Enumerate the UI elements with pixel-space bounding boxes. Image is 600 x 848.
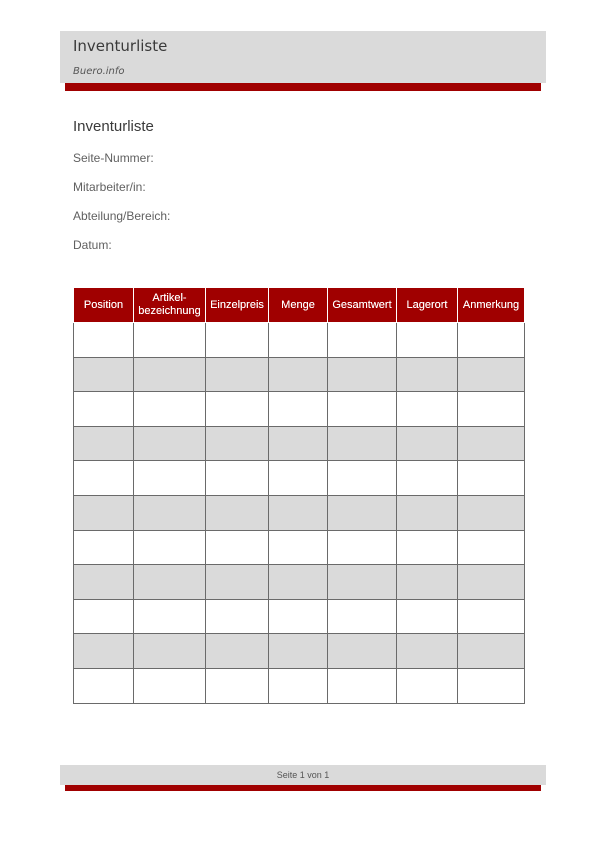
table-cell[interactable] bbox=[458, 357, 525, 392]
table-cell[interactable] bbox=[397, 668, 458, 703]
table-cell[interactable] bbox=[458, 530, 525, 565]
table-cell[interactable] bbox=[269, 599, 328, 634]
footer-band bbox=[60, 765, 546, 785]
table-cell[interactable] bbox=[206, 426, 269, 461]
table-cell[interactable] bbox=[328, 392, 397, 427]
table-cell[interactable] bbox=[74, 495, 134, 530]
table-cell[interactable] bbox=[206, 599, 269, 634]
table-cell[interactable] bbox=[269, 392, 328, 427]
table-cell[interactable] bbox=[328, 323, 397, 358]
table-row bbox=[74, 530, 525, 565]
table-cell[interactable] bbox=[397, 495, 458, 530]
table-cell[interactable] bbox=[206, 461, 269, 496]
table-cell[interactable] bbox=[74, 323, 134, 358]
table-cell[interactable] bbox=[397, 392, 458, 427]
field-department: Abteilung/Bereich: bbox=[73, 209, 171, 223]
table-cell[interactable] bbox=[74, 565, 134, 600]
table-cell[interactable] bbox=[397, 565, 458, 600]
document-title: Inventurliste bbox=[73, 118, 154, 135]
table-cell[interactable] bbox=[134, 668, 206, 703]
table-cell[interactable] bbox=[328, 461, 397, 496]
table-cell[interactable] bbox=[134, 357, 206, 392]
table-cell[interactable] bbox=[134, 634, 206, 669]
table-cell[interactable] bbox=[134, 323, 206, 358]
table-cell[interactable] bbox=[269, 565, 328, 600]
table-cell[interactable] bbox=[74, 668, 134, 703]
table-cell[interactable] bbox=[134, 495, 206, 530]
table-cell[interactable] bbox=[206, 323, 269, 358]
table-cell[interactable] bbox=[397, 599, 458, 634]
table-cell[interactable] bbox=[397, 357, 458, 392]
table-row bbox=[74, 426, 525, 461]
header-subtitle: Buero.info bbox=[73, 66, 125, 77]
table-cell[interactable] bbox=[458, 565, 525, 600]
table-cell[interactable] bbox=[74, 426, 134, 461]
table-cell[interactable] bbox=[397, 461, 458, 496]
table-cell[interactable] bbox=[134, 426, 206, 461]
column-header-remark: Anmerkung bbox=[458, 288, 525, 323]
table-cell[interactable] bbox=[269, 668, 328, 703]
column-header-article: Artikel- bezeichnung bbox=[134, 288, 206, 323]
table-cell[interactable] bbox=[134, 530, 206, 565]
table-cell[interactable] bbox=[458, 668, 525, 703]
table-cell[interactable] bbox=[74, 357, 134, 392]
table-cell[interactable] bbox=[328, 530, 397, 565]
column-header-position: Position bbox=[74, 288, 134, 323]
table-row bbox=[74, 461, 525, 496]
table-cell[interactable] bbox=[134, 392, 206, 427]
table-cell[interactable] bbox=[397, 323, 458, 358]
table-cell[interactable] bbox=[458, 495, 525, 530]
header-title: Inventurliste bbox=[73, 37, 168, 55]
table-cell[interactable] bbox=[328, 426, 397, 461]
table-row bbox=[74, 668, 525, 703]
table-row bbox=[74, 392, 525, 427]
field-date: Datum: bbox=[73, 238, 112, 252]
column-header-unit-price: Einzelpreis bbox=[206, 288, 269, 323]
header-band bbox=[60, 31, 546, 83]
table-cell[interactable] bbox=[269, 461, 328, 496]
table-row bbox=[74, 565, 525, 600]
table-cell[interactable] bbox=[134, 461, 206, 496]
table-cell[interactable] bbox=[74, 392, 134, 427]
table-cell[interactable] bbox=[328, 599, 397, 634]
table-cell[interactable] bbox=[458, 461, 525, 496]
column-header-location: Lagerort bbox=[397, 288, 458, 323]
table-cell[interactable] bbox=[134, 599, 206, 634]
table-cell[interactable] bbox=[74, 599, 134, 634]
table-cell[interactable] bbox=[206, 392, 269, 427]
table-cell[interactable] bbox=[328, 495, 397, 530]
table-cell[interactable] bbox=[74, 461, 134, 496]
table-cell[interactable] bbox=[458, 392, 525, 427]
table-cell[interactable] bbox=[206, 495, 269, 530]
table-header-row bbox=[74, 288, 525, 323]
table-cell[interactable] bbox=[206, 634, 269, 669]
table-cell[interactable] bbox=[328, 634, 397, 669]
table-cell[interactable] bbox=[328, 357, 397, 392]
table-cell[interactable] bbox=[458, 599, 525, 634]
table-cell[interactable] bbox=[269, 426, 328, 461]
table-cell[interactable] bbox=[397, 426, 458, 461]
table-cell[interactable] bbox=[269, 634, 328, 669]
page-indicator: Seite 1 von 1 bbox=[276, 770, 330, 780]
table-cell[interactable] bbox=[397, 530, 458, 565]
column-header-total-value: Gesamtwert bbox=[328, 288, 397, 323]
table-cell[interactable] bbox=[74, 634, 134, 669]
table-cell[interactable] bbox=[206, 565, 269, 600]
table-row bbox=[74, 495, 525, 530]
table-cell[interactable] bbox=[206, 668, 269, 703]
table-cell[interactable] bbox=[74, 530, 134, 565]
table-cell[interactable] bbox=[206, 357, 269, 392]
table-cell[interactable] bbox=[328, 668, 397, 703]
table-cell[interactable] bbox=[269, 323, 328, 358]
table-row bbox=[74, 323, 525, 358]
field-page-number: Seite-Nummer: bbox=[73, 151, 154, 165]
table-row bbox=[74, 599, 525, 634]
table-cell[interactable] bbox=[269, 357, 328, 392]
table-cell[interactable] bbox=[458, 323, 525, 358]
table-cell[interactable] bbox=[397, 634, 458, 669]
footer-accent-bar bbox=[65, 785, 541, 791]
table-row bbox=[74, 634, 525, 669]
table-row bbox=[74, 357, 525, 392]
column-header-quantity: Menge bbox=[269, 288, 328, 323]
table-cell[interactable] bbox=[269, 495, 328, 530]
table-cell[interactable] bbox=[206, 530, 269, 565]
header-accent-bar bbox=[65, 83, 541, 91]
inventory-table bbox=[73, 287, 525, 704]
field-employee: Mitarbeiter/in: bbox=[73, 180, 146, 194]
table-cell[interactable] bbox=[458, 426, 525, 461]
table-cell[interactable] bbox=[269, 530, 328, 565]
table-cell[interactable] bbox=[458, 634, 525, 669]
table-body bbox=[74, 323, 525, 704]
table-cell[interactable] bbox=[328, 565, 397, 600]
table-cell[interactable] bbox=[134, 565, 206, 600]
